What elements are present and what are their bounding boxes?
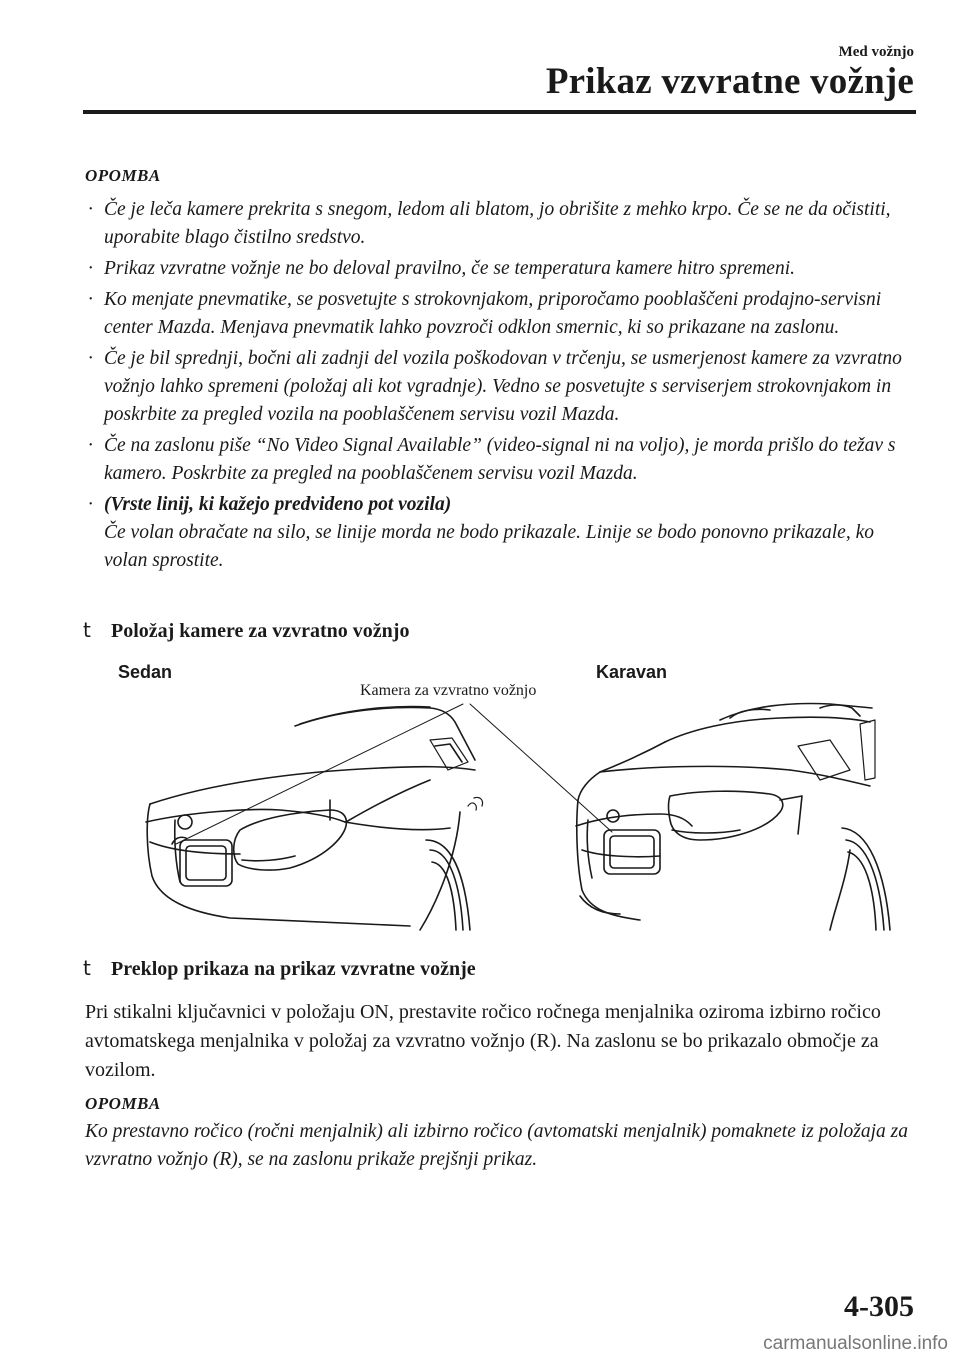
note-bullet-list xyxy=(85,196,920,578)
callout-line-karavan xyxy=(470,704,612,832)
header-rule xyxy=(83,110,916,114)
note-bullet-item: · Prikaz vzvratne vožnje ne bo deloval pravilno, če se temperatura kamere hitro spremeni. xyxy=(88,258,796,279)
note-bullet-item: · (Vrste linij, ki kažejo predvideno pot vozila) Če volan obračate na silo, se linije morda ne bodo prikazale. Linije se bodo ponovno prikazale, ko volan sprostite. xyxy=(88,494,874,571)
page-title: Prikaz vzvratne vožnje xyxy=(545,61,914,102)
section-marker-icon: t xyxy=(83,956,91,980)
note-bullet-item: · Če je leča kamere prekrita s snegom, ledom ali blatom, jo obrišite z mehko krpo. Če se ne da očistiti, uporabite blago čistilno sredstvo. xyxy=(88,199,891,248)
sedan-car-drawing xyxy=(146,707,483,930)
watermark-text: carmanualsonline.info xyxy=(763,1333,948,1354)
note-label: OPOMBA xyxy=(85,1094,161,1113)
section-heading-switch-display: t Preklop prikaza na prikaz vzvratne vožnje xyxy=(83,956,476,980)
rear-camera-illustration xyxy=(130,700,920,932)
note-bullet-item: · Ko menjate pnevmatike, se posvetujte s strokovnjakom, priporočamo pooblaščeni prodajno-servisni center Mazda. Menjava pnevmatik lahko povzroči odklon smernic, ki so prikazane na zaslonu. xyxy=(88,289,882,338)
note-label: OPOMBA xyxy=(85,166,161,185)
note-bullet-item: · Če je bil sprednji, bočni ali zadnji del vozila poškodovan v trčenju, se usmerjenost kamere za vzvratno vožnjo lahko spremeni (položaj ali kot vgradnje). Vedno se posvetujte s serviserjem strokovnjakom in poskrbite za pregled vozila na pooblaščenem servisu vozil Mazda. xyxy=(88,348,902,425)
header-section-label: Med vožnjo xyxy=(838,44,914,60)
figure-callout-camera: Kamera za vzvratno vožnjo xyxy=(360,682,537,699)
note-bullet-title: (Vrste linij, ki kažejo predvideno pot vozila) xyxy=(104,494,452,515)
note-paragraph: Ko prestavno ročico (ročni menjalnik) ali izbirno ročico (avtomatski menjalnik) pomaknete iz položaja za vzvratno vožnjo (R), se na zaslonu prikaže prejšnji prikaz. xyxy=(85,1121,909,1170)
callout-line-sedan xyxy=(176,704,463,844)
note-bullet-item: · Če na zaslonu piše “No Video Signal Available” (video-signal ni na voljo), je morda prišlo do težav s kamero. Poskrbite za pregled na pooblaščenem servisu vozil Mazda. xyxy=(88,435,896,484)
karavan-car-drawing xyxy=(576,704,890,930)
section-heading-camera-position: t Položaj kamere za vzvratno vožnjo xyxy=(83,618,410,642)
figure-label-karavan: Karavan xyxy=(596,662,668,682)
body-paragraph: Pri stikalni ključavnici v položaju ON, prestavite ročico ročnega menjalnika oziroma izbirno ročico avtomatskega menjalnika v položaj za vzvratno vožnjo (R). Na zaslonu se bo prikazalo območje za vozilom. xyxy=(85,1001,881,1081)
section-marker-icon: t xyxy=(83,618,91,642)
figure-label-sedan: Sedan xyxy=(118,662,173,682)
page-number: 4-305 xyxy=(844,1290,914,1323)
